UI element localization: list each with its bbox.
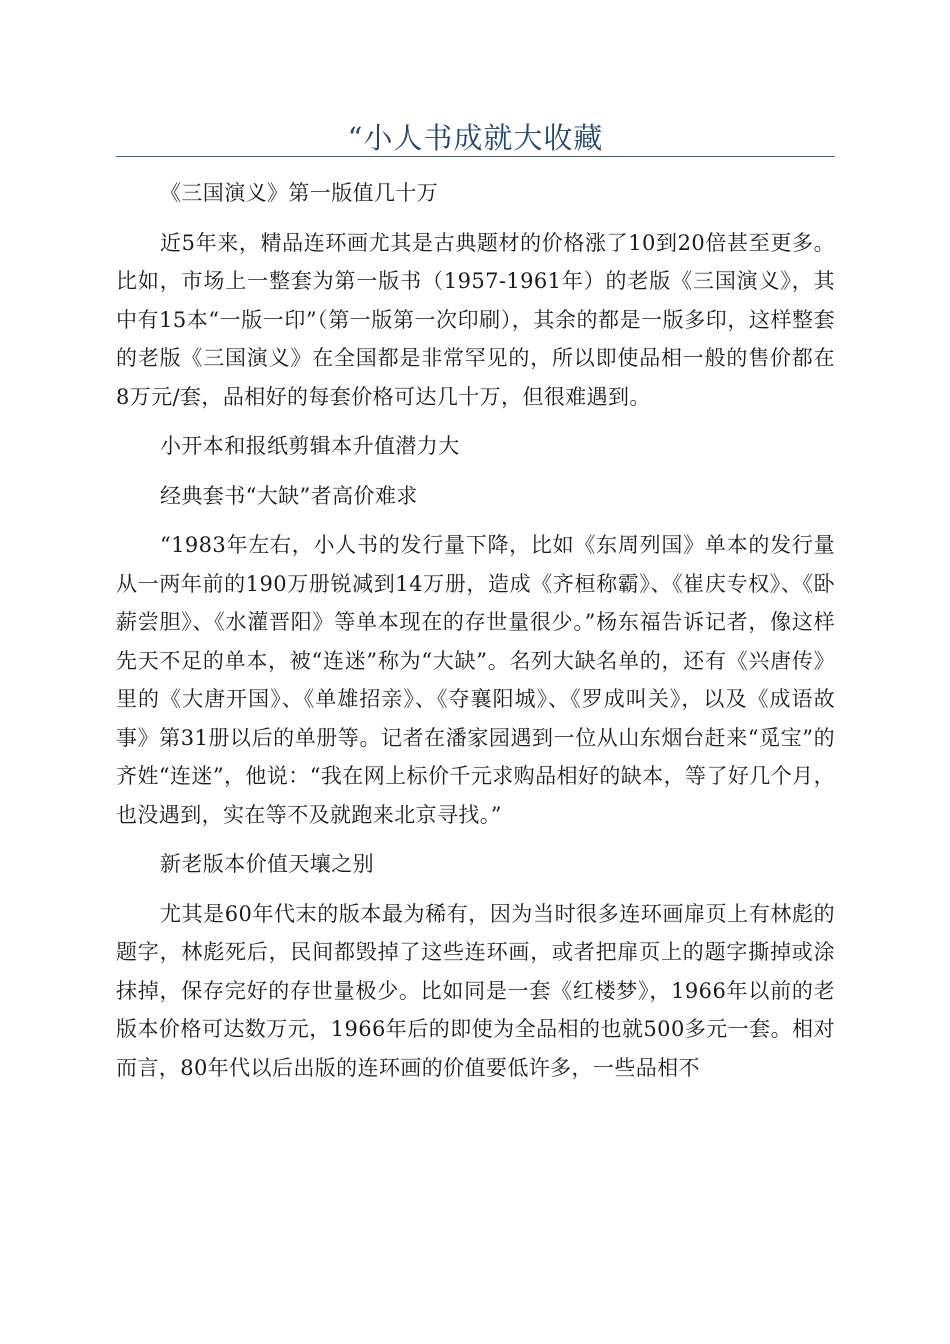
paragraph-price-rise: 近5年来，精品连环画尤其是古典题材的价格涨了10到20倍甚至更多。比如，市场上一整套为第一版书（1957-1961年）的老版《三国演义》，其中有15本“一版一印”（第一版第一次印刷），其余的都是一版多印，这样整套的老版《三国演义》在全国都是非常罕见的，所以即使品相一般的售价都在8万元/套，品相好的每套价格可达几十万，但很难遇到。 — [116, 230, 835, 409]
section-heading-classic-sets: 经典套书“大缺”者高价难求 — [160, 483, 418, 508]
section-heading-editions: 新老版本价值天壤之别 — [160, 852, 374, 876]
section-heading-small-format: 小开本和报纸剪辑本升值潜力大 — [160, 434, 460, 458]
paragraph-60s-editions: 尤其是60年代末的版本最为稀有，因为当时很多连环画扉页上有林彪的题字，林彪死后，民间都毁掉了这些连环画，或者把扉页上的题字撕掉或涂抹掉，保存完好的存世量极少。比如同是一套《红楼梦》，1966年以前的老版本价格可达数万元，1966年后的即使为全品相的也就500多元一套。相对而言，80年代以后出版的连环画的价值要低许多，一些品相不 — [116, 901, 835, 1080]
paragraph-dague: “1983年左右，小人书的发行量下降，比如《东周列国》单本的发行量从一两年前的190万册锐减到14万册，造成《齐桓称霸》、《崔庆专权》、《卧薪尝胆》、《水灌晋阳》等单本现在的存世量很少。”杨东福告诉记者，像这样先天不足的单本，被“连迷”称为“大缺”。名列大缺名单的，还有《兴唐传》里的《大唐开国》、《单雄招亲》、《夺襄阳城》、《罗成叫关》，以及《成语故事》第31册以后的单册等。记者在潘家园遇到一位从山东烟台赶来“觅宝”的齐姓“连迷”，他说：“我在网上标价千元求购品相好的缺本，等了好几个月，也没遇到，实在等不及就跑来北京寻找。” — [116, 533, 835, 827]
document-body — [116, 174, 835, 1098]
document-title: “小人书成就大收藏 — [347, 121, 604, 155]
title-block — [116, 112, 835, 157]
section-heading-sanguo: 《三国演义》第一版值几十万 — [160, 181, 439, 205]
